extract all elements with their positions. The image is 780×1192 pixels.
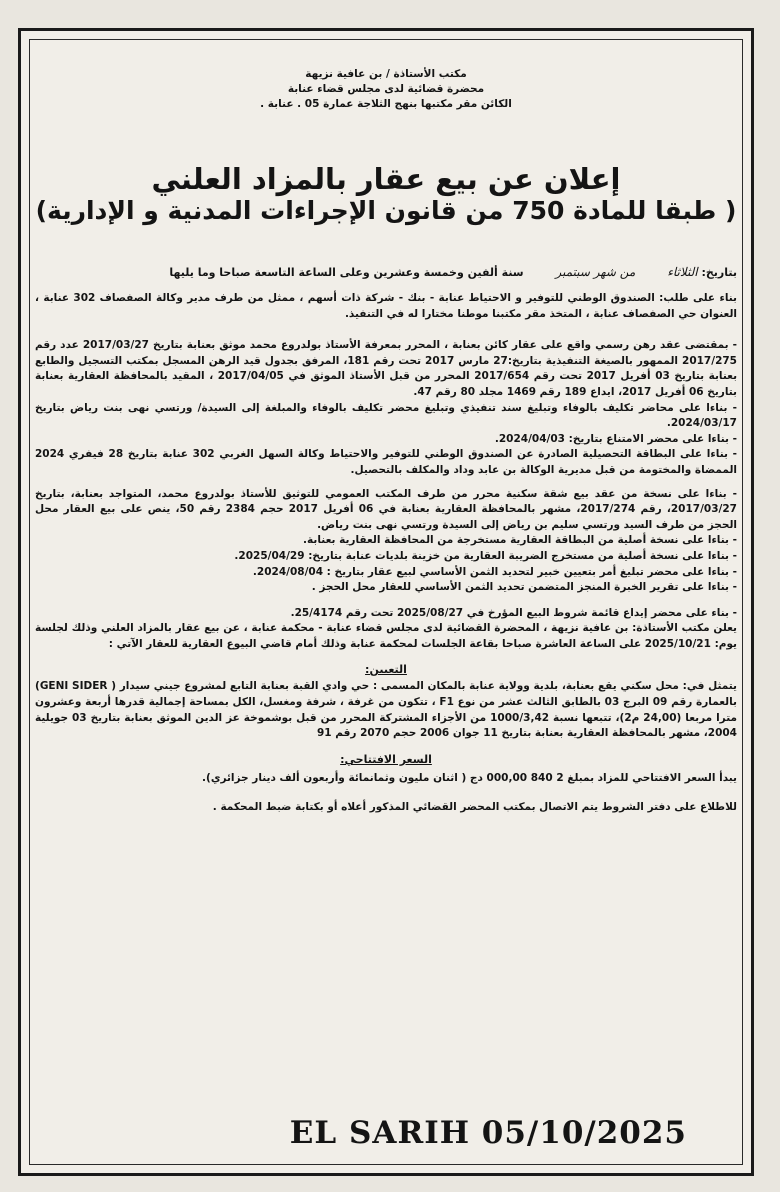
opening-price-heading: السعر الافتتاحي: bbox=[340, 752, 432, 766]
list-item: - بناءا على نسخة أصلية من مستخرج الضريبة العقارية من خزينة بلديات عنابة بتاريخ: 2025/04/29. bbox=[234, 549, 737, 562]
deposit-paragraph: - بناء على محضر إيداع قائمة شروط البيع المؤرخ في 2025/08/27 تحت رقم 25/4174. bbox=[290, 606, 737, 619]
list-item: - بناءا على محضر الامتناع بتاريخ: 2024/04/03. bbox=[494, 432, 737, 445]
office-line-2: محضرة قضائية لدى مجلس قضاء عنابة bbox=[287, 83, 485, 95]
sale-date-prefix: بتاريخ: bbox=[701, 266, 737, 279]
notice-frame bbox=[18, 28, 754, 1176]
creditor-paragraph: بناء على طلب: الصندوق الوطني للتوفير و الاحتياط عنابة - بنك - شركة ذات أسهم ، ممثل من طرف مدير وكالة الصفصاف 302 عنابة ، العنوان حي الصفصاف عنابة ، المتخذ مقر مكتبنا موطنا مختارا له في التنفيذ. bbox=[35, 292, 737, 320]
seizure-list bbox=[35, 401, 737, 479]
documents-list bbox=[35, 487, 737, 596]
opening-price-paragraph: يبدأ السعر الافتتاحي للمزاد بمبلغ 2 840 000,00 دج ( اثنان مليون وثمانمائة وأربعون ألف دينار جزائري). bbox=[202, 771, 737, 784]
sale-date-year-time: سنة ألفين وخمسة وعشرين وعلى الساعة التاسعة صباحا وما يليها bbox=[169, 266, 524, 279]
title-line-1: إعلان عن بيع عقار بالمزاد العلني bbox=[151, 162, 621, 196]
office-line-3: الكائن مقر مكتبها بنهج الثلاجة عمارة 05 . عنابة . bbox=[260, 98, 512, 110]
list-item: - بناءا على نسخة من عقد بيع شقة سكنية محرر من طرف المكتب العمومي للتوثيق للأستاذ بولدروع محمد، المتواجد بعنابة، بتاريخ 2017/03/27، رقم 2017/274، مشهر بالمحافظة العقارية بعنابة في 06 أفريل 2017 حجم 2384 رقم 50، ينص على بيع العقار محل الحجز من طرف السيد ورتسي سليم بن رياض إلى السيدة ورتسي نهى بنت رياض. bbox=[35, 487, 737, 531]
consultation-paragraph: للاطلاع على دفتر الشروط يتم الاتصال بمكتب المحضر القضائي المذكور أعلاه أو بكتابة ضبط المحكمة . bbox=[212, 801, 737, 814]
announcement-paragraph: يعلن مكتب الأستاذة: بن عافية نزيهة ، المحضرة القضائية لدى مجلس قضاء عنابة - محكمة عنابة ، عن بيع عقار بالمزاد العلني وذلك لجلسة يوم: 2025/10/21 على الساعة العاشرة صباحا بقاعة الجلسات لمحكمة عنابة وذلك أمام قاضي البيوع العقارية للعقار الآتي : bbox=[35, 622, 737, 650]
notice-title bbox=[35, 162, 737, 226]
sale-date-line bbox=[35, 264, 737, 281]
list-item: - بناءا على محاضر تكليف بالوفاء وتبليغ سند تنفيذي وتبليغ محضر تكليف بالوفاء والمبلغة إلى السيدة/ ورتسي نهى بنت رياض بتاريخ 2024/03/17. bbox=[35, 401, 737, 430]
mortgage-paragraph: - بمقتضى عقد رهن رسمي واقع على عقار كائن بعنابة ، المحرر بمعرفة الأستاذ بولدروع محمد موثق بعنابة بتاريخ 2017/03/27 عدد رقم 2017/275 الممهور بالصيغة التنفيذية بتاريخ:27 مارس 2017 تحت رقم 181، المرفق بجدول قيد الرهن المسجل بمكتب التسجيل والطابع بعنابة بتاريخ 03 أفريل 2017 تحت رقم 2017/654 المحرر من قبل الأستاذ الموثق في 2017/04/05 ، المقيد بالمحافظة العقارية بعنابة بتاريخ 06 أفريل 2017، ايداع 189 رقم 1469 مجلد 80 رقم 47. bbox=[35, 339, 738, 398]
sale-date-day: الثلاثاء bbox=[667, 265, 698, 279]
list-item: - بناءا على البطاقة التحصيلية الصادرة عن الصندوق الوطني للتوفير والاحتياط وكالة السهل الغربي 302 عنابة بتاريخ 28 فيفري 2024 الممضاة والمختومة من قبل مديرية الوكالة بن عابد وداد والمكلف بالتحصيل. bbox=[35, 448, 737, 476]
list-item: - بناءا على نسخة أصلية من البطاقة العقارية مستخرجة من المحافظة العقارية بعنابة. bbox=[303, 534, 737, 547]
designation-paragraph: يتمثل في: محل سكني يقع بعنابة، بلدية وولاية عنابة بالمكان المسمى : حي وادي القبة بعنابة التابع لمشروع جيني سيدار ( GENI SIDER) بالعمارة رقم 09 البرج 03 بالطابق الثالث عشر من نوع F1 ، تتكون من غرفة ، شرفة ومغسل، الكل بمساحة إجمالية قدرها أربعة وعشرون مترا مربعا (24,00 م2)، تتبعها نسبة 1000/3,42 من الأجزاء المشتركة المحرر من قبل بوشموخة عز الدين الموثق بعنابة بتاريخ 03 جويلية 2004، مشهر بالمحافظة العقارية بعنابة بتاريخ 11 جوان 2006 حجم 2070 رقم 91 bbox=[35, 680, 737, 740]
title-line-2: ( طبقا للمادة 750 من قانون الإجراءات المدنية و الإدارية) bbox=[35, 196, 737, 225]
office-line-1: مكتب الأستاذة / بن عافية نزيهة bbox=[305, 68, 467, 80]
notice-content bbox=[35, 67, 737, 1113]
office-header bbox=[35, 67, 737, 112]
designation-heading: التعيين: bbox=[365, 663, 407, 677]
list-item: - بناءا على محضر تبليغ أمر بتعيين خبير لتحديد الثمن الأساسي لبيع عقار بتاريخ : 2024/08/04. bbox=[252, 565, 737, 578]
newspaper-footer: EL SARIH 05/10/2025 bbox=[289, 1115, 687, 1151]
sale-date-month: من شهر سبتمبر bbox=[555, 265, 636, 279]
list-item: - بناءا على تقرير الخبرة المنجز المتضمن تحديد الثمن الأساسي للعقار محل الحجز . bbox=[311, 581, 737, 594]
